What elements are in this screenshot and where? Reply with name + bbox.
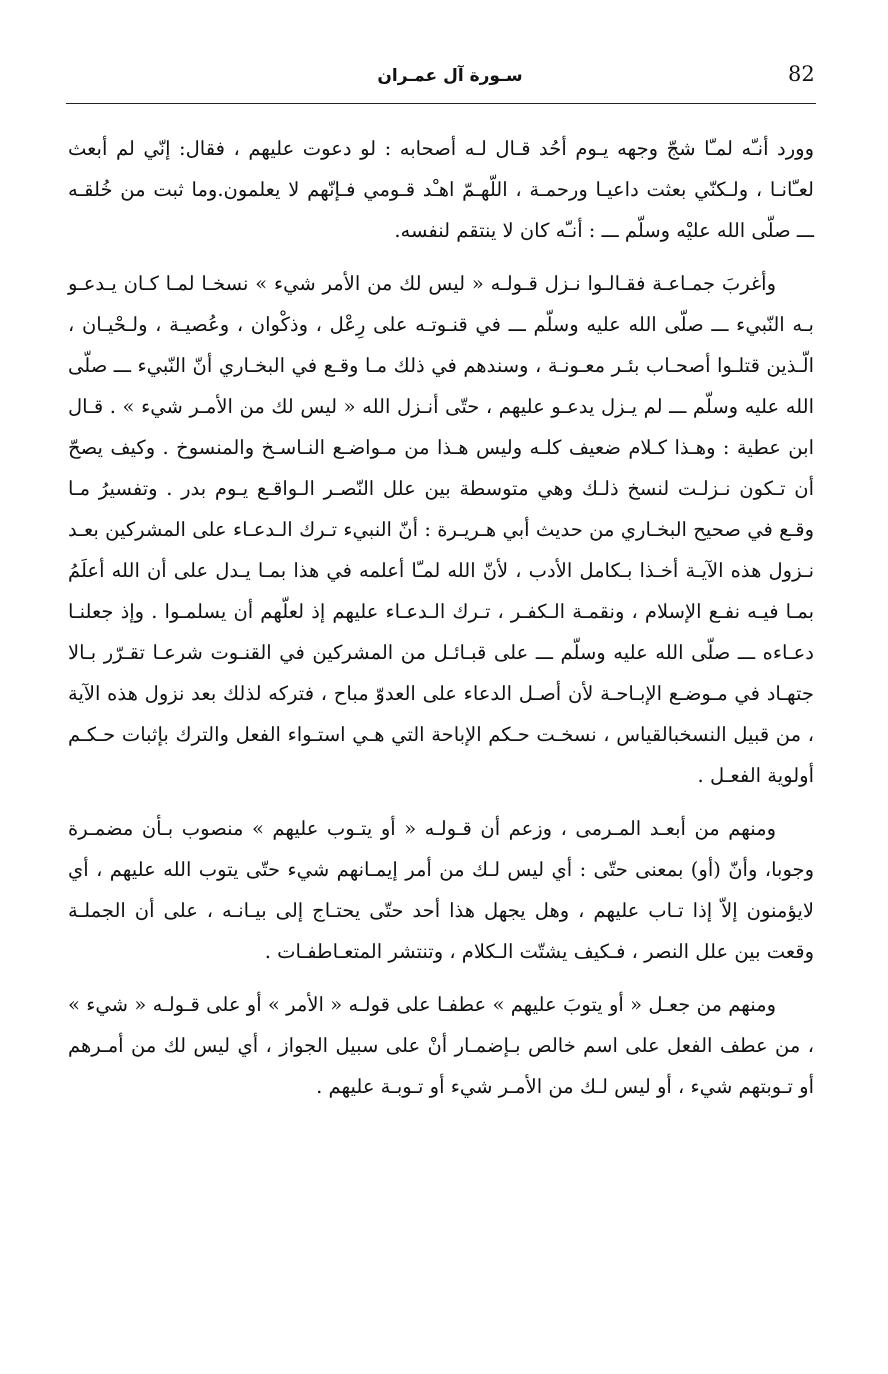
paragraph-2: وأغربَ جمـاعـة فقـالـوا نـزل قـولـه « ليس لك من الأمر شيء » نسخـا لمـا كـان يـدعـو بـه النّبيء ـــ صلّى الله عليه وسلّم ـــ في قنـوتـه على رِعْل ، وذكْوان ، وعُصيـة ، ولـحْيـان ، الّـذين قتلـوا أصحـاب بئـر معـونـة ، وسندهم في ذلك مـا وقـع في البخـاري أنّ النّبيء ـــ صلّى الله عليه وسلّم ـــ لم يـزل يدعـو عليهم ، حتّى أنـزل الله « ليس لك من الأمـر شيء » . قـال ابن عطية : وهـذا كـلام ضعيف كلـه وليس هـذا من مـواضـع النـاسـخ والمنسوخ . وكيف يصحّ أن تـكون نـزلـت لنسخ ذلـك وهي متوسطة بين علل النّصـر الـواقـع يـوم بدر . وتفسيرُ مـا وقـع في صحيح البخـاري من حديث أبي هـريـرة : أنّ النبيء تـرك الـدعـاء على المشركين بعـد نـزول هذه الآيـة أخـذا بـكامل الأدب ، لأنّ الله لمـّا أعلمه في هذا بمـا يـدل على أن الله أعلَمُ بمـا فيـه نفـع الإسلام ، ونقمـة الـكفـر ، تـرك الـدعـاء عليهم إذ لعلّهم أن يسلمـوا . وإذ جعلنـا دعـاءه ـــ صلّى الله عليه وسلّم ـــ على قبـائـل من المشركين في القنـوت شرعـا تقـرّر بـالا جتهـاد في مـوضـع الإبـاحـة لأن أصـل الدعاء على العدوّ مباح ، فتركه لذلك بعد نزول هذه الآية ، من قبيل النسخبالقياس ، نسخـت حـكم الإباحة التي هـي استـواء الفعل والترك بإثبات حـكـم أولوية الفعـل . [68,272,814,787]
running-title: سـورة آل عمـران [377,66,523,86]
paragraph-3: ومنهم من أبعـد المـرمى ، وزعم أن قـولـه « أو يتـوب عليهم » منصوب بـأن مضمـرة وجوبا، وأنّ (أو) بمعنى حتّى : أي ليس لـك من أمر إيمـانهم شيء حتّى يتوب الله عليهم ، أي لايؤمنون إلاّ إذا تـاب عليهم ، وهل يجهل هذا أحد حتّى يحتـاج إلى بيـانـه ، على أن الجملـة وقعت بين علل النصر ، فـكيف يشتّت الـكلام ، وتنتشر المتعـاطفـات . [68,817,814,963]
header-divider [66,103,816,104]
page-number: 82 [788,62,815,86]
page-body [68,128,814,1107]
paragraph-4: ومنهم من جعـل « أو يتوبَ عليهم » عطفـا على قولـه « الأمر » أو على قـولـه « شيء » ، من عطف الفعل على اسم خالص بـإضمـار أنْ على سبيل الجواز ، أي ليس لك من أمـرهم أو تـوبتهم شيء ، أو ليس لـك من الأمـر شيء أو تـوبـة عليهم . [68,993,814,1098]
paragraph-1: وورد أنـّه لمـّا شجّ وجهه يـوم أحُد قـال لـه أصحابه : لو دعوت عليهم ، فقال: إنّي لم أبعث لعـّانـا ، ولـكنّي بعثت داعيـا ورحمـة ، اللّهـمّ اهـْد قـومي فـإنّهم لا يعلمون.وما ثبت من خُلقـه ـــ صلّى الله عليْه وسلّم ـــ : أنـّه كان لا ينتقم لنفسه. [68,137,814,242]
